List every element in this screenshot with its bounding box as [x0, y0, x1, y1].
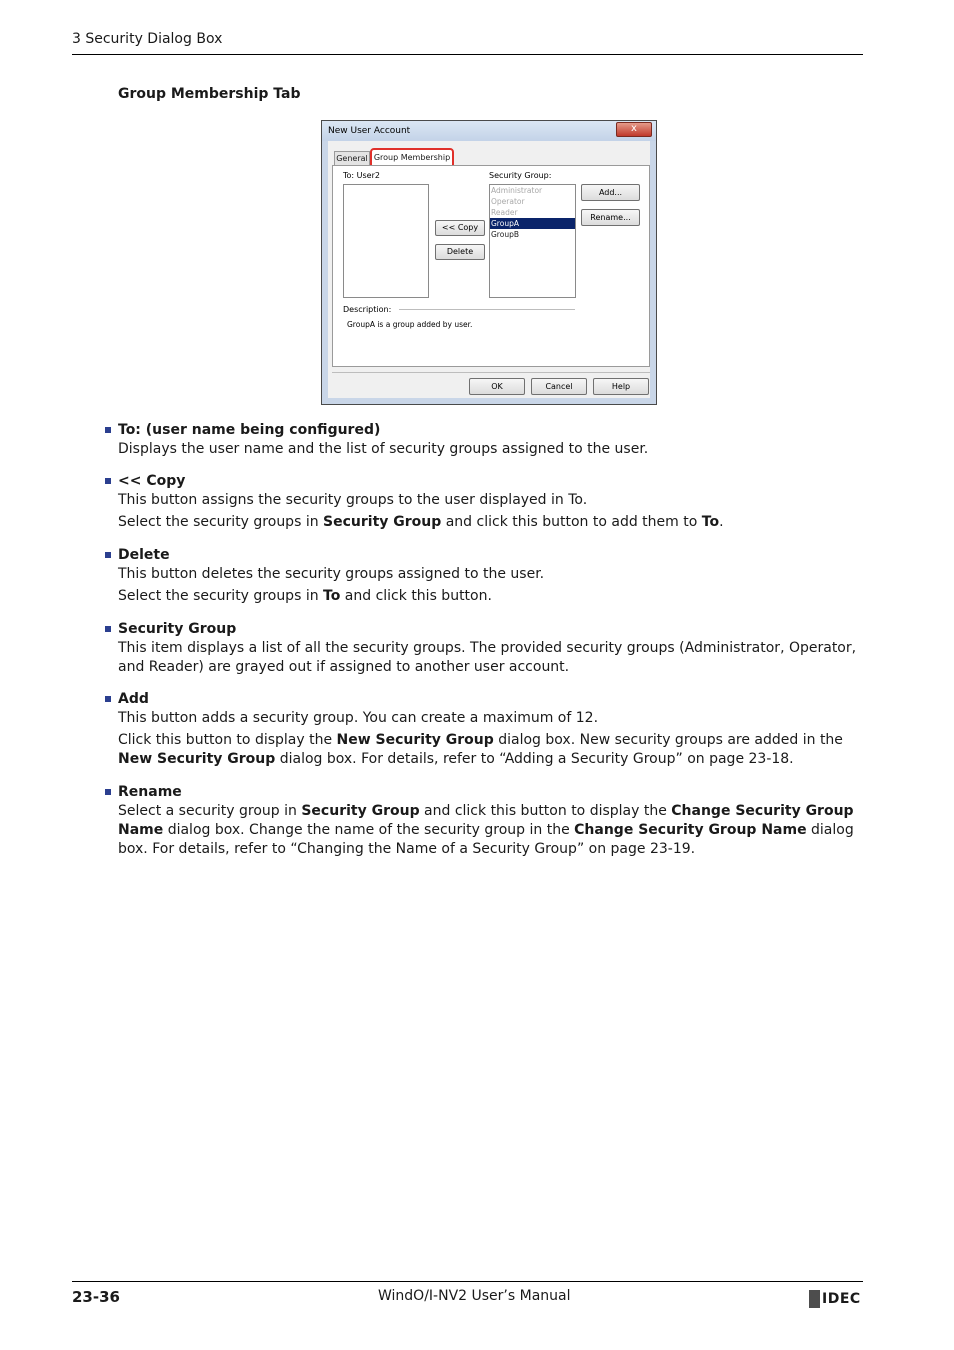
- item-text: Select the security groups in To and click this button.: [118, 588, 492, 604]
- new-user-account-dialog: [321, 120, 657, 405]
- list-item-groupa[interactable]: GroupA: [490, 218, 575, 229]
- page-number: 23-36: [72, 1288, 120, 1306]
- logo-text: IDEC: [822, 1291, 861, 1307]
- item-text: Displays the user name and the list of security groups assigned to the user.: [118, 441, 649, 457]
- item-text: This item displays a list of all the security groups. The provided security groups (Administrator, Operator, and Reader) are grayed out if assigned to another user account.: [118, 640, 857, 675]
- list-item-operator[interactable]: Operator: [491, 197, 525, 206]
- bullet-icon: [105, 478, 111, 484]
- tab-general[interactable]: General: [334, 151, 370, 166]
- item-text: Click this button to display the New Security Group dialog box. New security groups are added in the New Security Group dialog box. For details, refer to “Adding a Security Group” on page 23-18.: [118, 732, 843, 767]
- footer-divider: [72, 1281, 863, 1282]
- group-membership-panel: [332, 165, 650, 367]
- item-to: [105, 421, 865, 459]
- delete-button[interactable]: Delete: [435, 244, 485, 260]
- logo-block-icon: [809, 1290, 820, 1308]
- list-item-reader[interactable]: Reader: [491, 208, 518, 217]
- item-text: Select the security groups in Security Group and click this button to add them to To.: [118, 514, 724, 530]
- add-button[interactable]: Add...: [581, 184, 640, 201]
- description-divider: [399, 309, 575, 310]
- item-text: This button deletes the security groups assigned to the user.: [118, 566, 545, 582]
- cancel-button[interactable]: Cancel: [531, 378, 587, 395]
- dialog-titlebar: [322, 121, 656, 141]
- item-title: To: (user name being configured): [118, 422, 381, 438]
- close-button[interactable]: x: [616, 122, 652, 137]
- item-title: Delete: [118, 547, 170, 563]
- header-divider: [72, 54, 863, 55]
- manual-title: WindO/I-NV2 User’s Manual: [378, 1288, 571, 1304]
- item-rename: [105, 783, 865, 859]
- list-item-groupb[interactable]: GroupB: [491, 230, 519, 239]
- item-copy: [105, 472, 865, 532]
- ok-button[interactable]: OK: [469, 378, 525, 395]
- description-label: Description:: [343, 305, 392, 314]
- button-row-divider: [332, 372, 650, 373]
- to-listbox[interactable]: [343, 184, 429, 298]
- item-title: Rename: [118, 784, 182, 800]
- header-section-title: 3 Security Dialog Box: [72, 31, 223, 47]
- idec-logo: [809, 1290, 863, 1308]
- copy-button[interactable]: << Copy: [435, 220, 485, 236]
- to-label: To: User2: [343, 171, 380, 180]
- item-title: Security Group: [118, 621, 237, 637]
- item-text: This button adds a security group. You can create a maximum of 12.: [118, 710, 599, 726]
- bullet-icon: [105, 696, 111, 702]
- bullet-icon: [105, 626, 111, 632]
- item-delete: [105, 546, 865, 606]
- bullet-icon: [105, 552, 111, 558]
- bullet-icon: [105, 789, 111, 795]
- bullet-icon: [105, 427, 111, 433]
- item-text: Select a security group in Security Group and click this button to display the Change Security Group Name dialog box. Change the name of the security group in the Change Security Group Name dialog box. For details, refer to “Changing the Name of a Security Group” on page 23-19.: [118, 803, 854, 857]
- item-add: [105, 690, 865, 769]
- section-title: Group Membership Tab: [118, 86, 301, 102]
- description-text: GroupA is a group added by user.: [347, 320, 473, 329]
- rename-button[interactable]: Rename...: [581, 209, 640, 226]
- item-text: This button assigns the security groups to the user displayed in To.: [118, 492, 588, 508]
- list-item-administrator[interactable]: Administrator: [491, 186, 543, 195]
- tab-group-membership[interactable]: Group Membership: [370, 148, 454, 169]
- dialog-client: [328, 141, 650, 398]
- item-title: Add: [118, 691, 149, 707]
- item-title: << Copy: [118, 473, 186, 489]
- item-security-group: [105, 620, 865, 677]
- dialog-title: New User Account: [328, 126, 411, 136]
- help-button[interactable]: Help: [593, 378, 649, 395]
- security-group-listbox[interactable]: [489, 184, 576, 298]
- security-group-label: Security Group:: [489, 171, 552, 180]
